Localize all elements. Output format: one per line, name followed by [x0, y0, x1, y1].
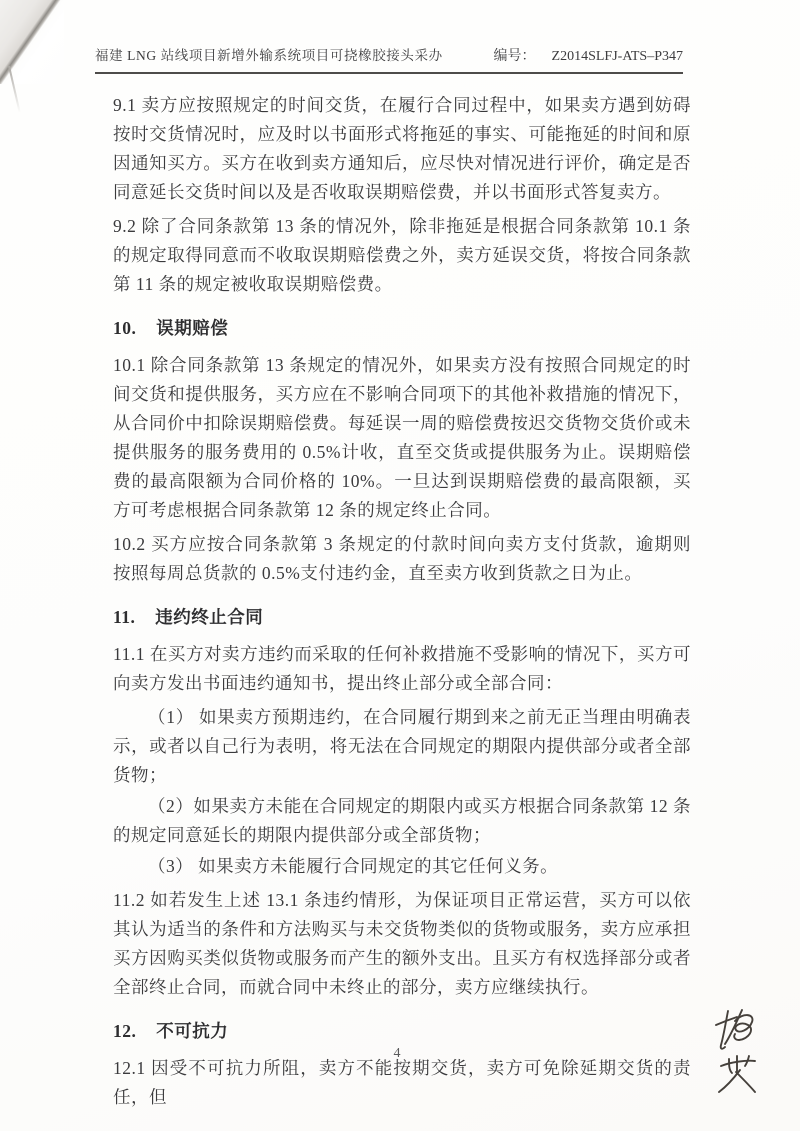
- clause-9-2: 9.2 除了合同条款第 13 条的情况外，除非拖延是根据合同条款第 10.1 条的规定取得同意而不收取误期赔偿费之外，卖方延误交货，将按合同条款第 11 条的规定被收取误期赔偿费。: [113, 216, 691, 294]
- doc-number-label: 编号：: [493, 49, 536, 64]
- signature-ink-icon: [706, 1004, 768, 1099]
- section-12-title: 不可抗力: [156, 1021, 229, 1041]
- clause-9-1: 9.1 卖方应按照规定的时间交货，在履行合同过程中，如果卖方遇到妨碍按时交货情况时，应及时以书面形式将拖延的事实、可能拖延的时间和原因通知买方。买方在收到卖方通知后，应尽快对情况进行评价，确定是否同意延长交货时间以及是否收取误期赔偿费，并以书面形式答复卖方。: [113, 95, 691, 202]
- section-11-number: 11.: [113, 607, 136, 627]
- handwritten-signature: [706, 1004, 768, 1099]
- clause-12-1: 12.1 因受不可抗力所阻，卖方不能按期交货，卖方可免除延期交货的责任，但: [113, 1058, 691, 1107]
- doc-number-value: Z2014SLFJ-ATS–P347: [551, 49, 683, 64]
- doc-number: [494, 45, 683, 65]
- section-heading-11: [113, 603, 691, 632]
- clause-11-2: 11.2 如若发生上述 13.1 条违约情形，为保证项目正常运营，买方可以依其认为适当的条件和方法购买与未交货物类似的货物或服务，卖方应承担买方因购买类似货物或服务而产生的额外支出。且买方有权选择部分或者全部终止合同，而就合同中未终止的部分，卖方应继续执行。: [113, 890, 691, 997]
- section-10-number: 10.: [113, 318, 137, 338]
- clause-11-1-item-1: （1） 如果卖方预期违约，在合同履行期到来之前无正当理由明确表示，或者以自己行为表明，将无法在合同规定的期限内提供部分或者全部货物；: [113, 707, 691, 785]
- page-number: 4: [393, 1046, 401, 1061]
- clause-10-2: 10.2 买方应按合同条款第 3 条规定的付款时间向卖方支付货款，逾期则按照每周总货款的 0.5%支付违约金，直至卖方收到货款之日为止。: [113, 534, 691, 583]
- header-project-title: 福建 LNG 站线项目新增外输系统项目可挠橡胶接头采办: [95, 48, 443, 63]
- clause-11-1-item-3: （3） 如果卖方未能履行合同规定的其它任何义务。: [148, 856, 559, 876]
- clause-11-1: 11.1 在买方对卖方违约而采取的任何补救措施不受影响的情况下，买方可向卖方发出书面违约通知书，提出终止部分或全部合同：: [113, 644, 691, 693]
- document-header: [95, 44, 683, 74]
- section-12-number: 12.: [113, 1021, 137, 1041]
- clause-11-1-item-2: （2）如果卖方未能在合同规定的期限内或买方根据合同条款第 12 条的规定同意延长的期限内提供部分或全部货物；: [113, 796, 691, 845]
- section-heading-12: [113, 1017, 691, 1046]
- section-10-title: 误期赔偿: [156, 318, 229, 338]
- section-11-title: 违约终止合同: [155, 607, 264, 627]
- clause-10-1: 10.1 除合同条款第 13 条规定的情况外，如果卖方没有按照合同规定的时间交货和提供服务，买方应在不影响合同项下的其他补救措施的情况下，从合同价中扣除误期赔偿费。每延误一周的赔偿费按迟交货物交货价或未提供服务的服务费用的 0.5%计收，直至交货或提供服务为止。误期赔偿费的最高限额为合同价格的 10%。一旦达到误期赔偿费的最高限额，买方可考虑根据合同条款第 12 条的规定终止合同。: [113, 355, 691, 520]
- contract-body: [113, 86, 691, 1117]
- section-heading-10: [113, 314, 691, 343]
